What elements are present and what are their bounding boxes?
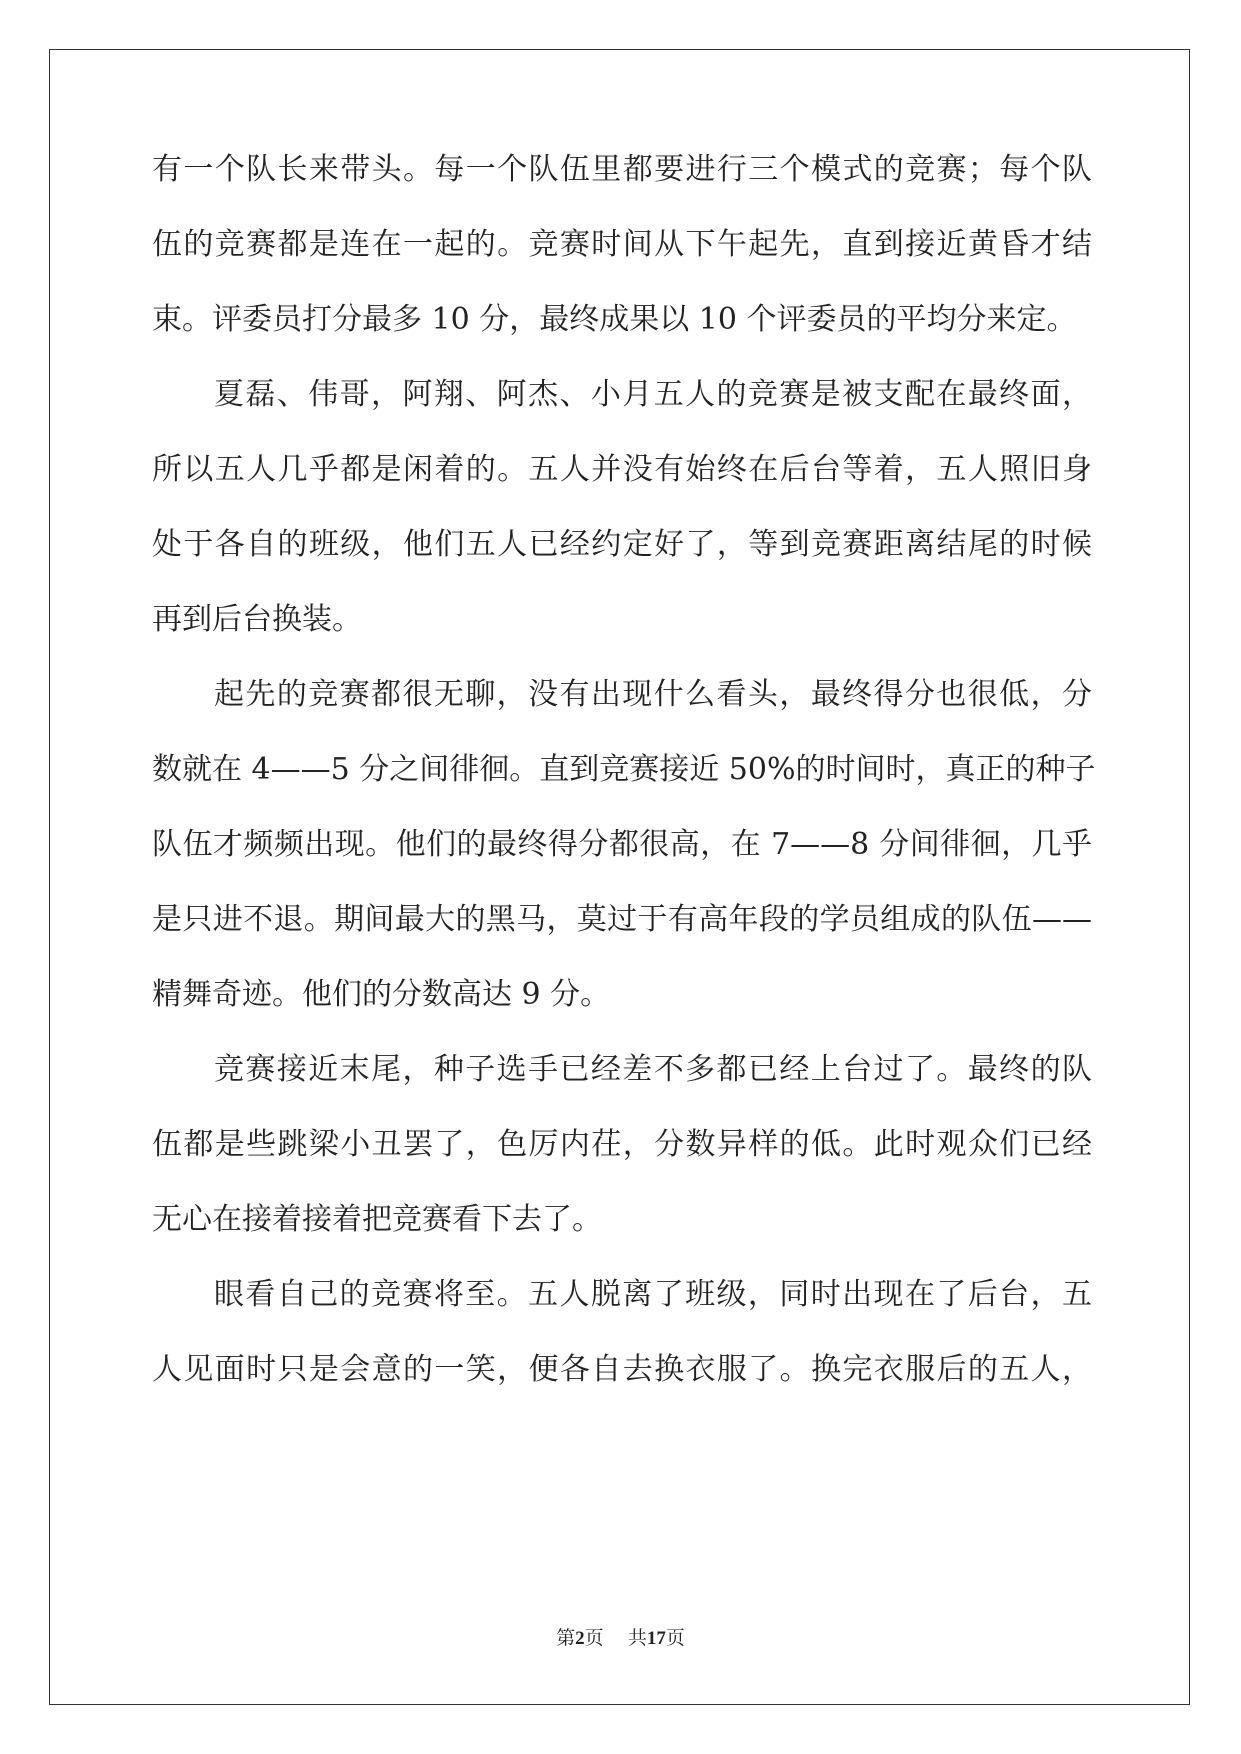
text-line: 竞赛接近末尾，种子选手已经差不多都已经上台过了。最终的队 [214,1052,1092,1087]
text-line: 无心在接着接着把竞赛看下去了。 [152,1202,602,1237]
page-total: 17 [646,1628,666,1649]
page-suffix: 页 [584,1627,604,1649]
page-footer [0,1623,1241,1650]
page-prefix: 第 [556,1627,576,1649]
text-line: 伍的竞赛都是连在一起的。竞赛时间从下午起先，直到接近黄昏才结 [152,227,1092,262]
text-line: 是只进不退。期间最大的黑马，莫过于有高年段的学员组成的队伍—— [152,902,1092,937]
text-line: 伍都是些跳梁小丑罢了，色厉内茌，分数异样的低。此时观众们已经 [152,1127,1092,1162]
page-border [49,49,1190,1705]
text-line: 有一个队长来带头。每一个队伍里都要进行三个模式的竞赛；每个队 [152,152,1092,187]
text-line: 数就在 4——5 分之间徘徊。直到竞赛接近 50%的时间时，真正的种子 [152,752,1096,787]
text-line: 起先的竞赛都很无聊，没有出现什么看头，最终得分也很低，分 [214,677,1092,712]
text-line: 眼看自己的竞赛将至。五人脱离了班级，同时出现在了后台，五 [214,1277,1092,1312]
text-line: 队伍才频频出现。他们的最终得分都很高，在 7——8 分间徘徊，几乎 [152,827,1092,862]
text-line: 再到后台换装。 [152,602,362,637]
text-line: 所以五人几乎都是闲着的。五人并没有始终在后台等着，五人照旧身 [152,452,1092,487]
page-current: 2 [575,1628,585,1649]
text-line: 夏磊、伟哥，阿翔、阿杰、小月五人的竞赛是被支配在最终面， [214,377,1092,412]
total-suffix: 页 [665,1627,685,1649]
text-line: 精舞奇迹。他们的分数高达 9 分。 [152,977,611,1012]
text-line: 束。评委员打分最多 10 分，最终成果以 10 个评委员的平均分来定。 [152,302,1077,337]
text-line: 人见面时只是会意的一笑，便各自去换衣服了。换完衣服后的五人， [152,1352,1092,1387]
total-prefix: 共 [627,1627,647,1649]
text-line: 处于各自的班级，他们五人已经约定好了，等到竞赛距离结尾的时候 [152,527,1092,562]
